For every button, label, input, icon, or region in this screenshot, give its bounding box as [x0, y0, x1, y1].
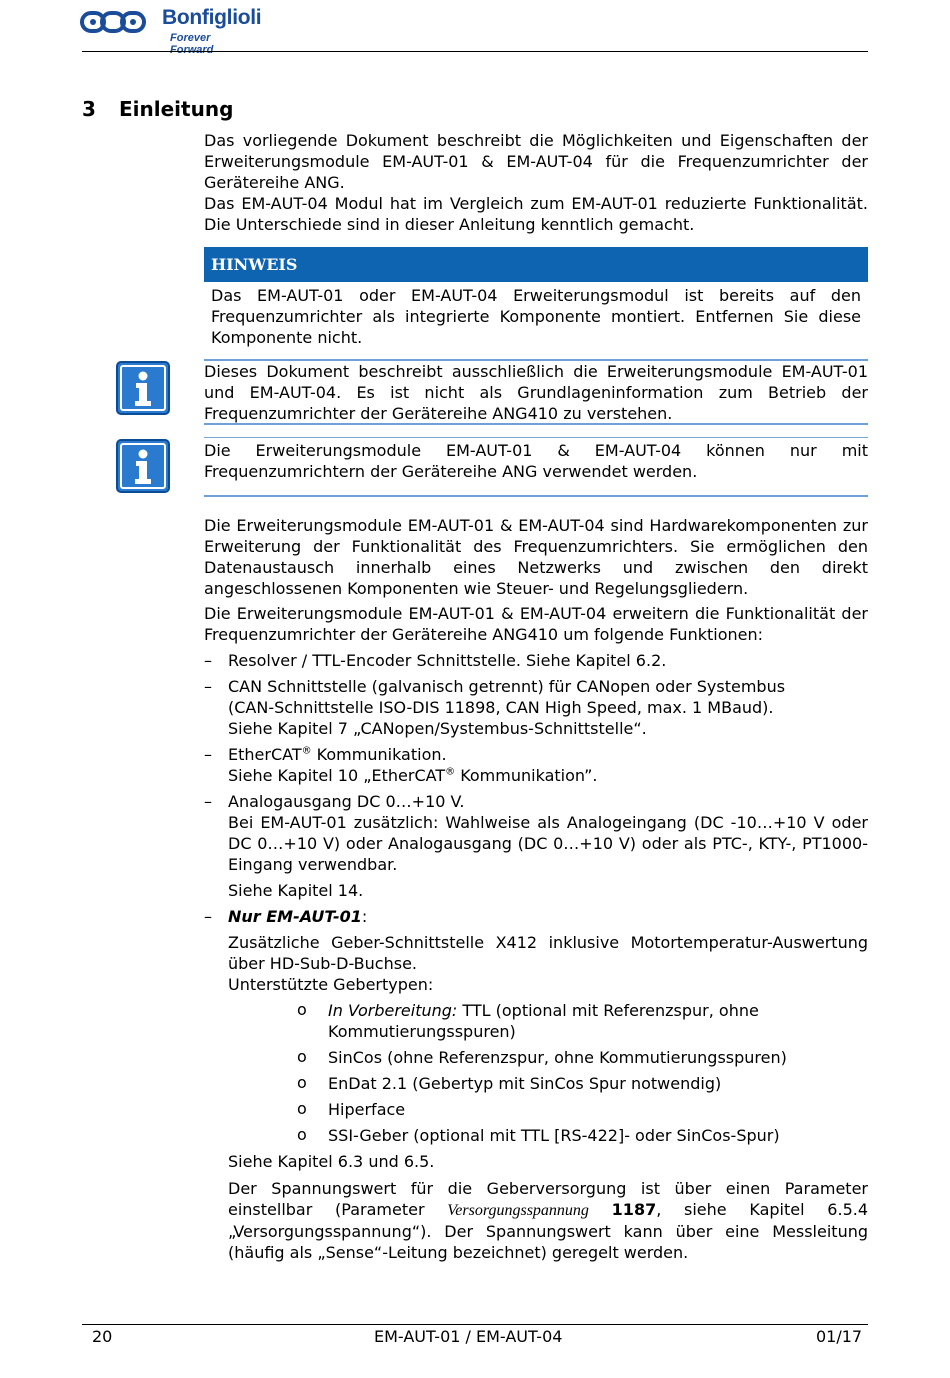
ethercat-ref: Siehe Kapitel 10 „EtherCAT [228, 766, 446, 785]
parameter-name: Versorgungsspannung [447, 1202, 589, 1219]
footer-divider [82, 1324, 868, 1325]
dash-bullet: – [204, 907, 212, 926]
brand-name: Bonfiglioli [162, 6, 262, 29]
feature-analog-line-2: Bei EM-AUT-01 zusätzlich: Wahlweise als Analogeingang (DC -10…+10 V oder DC 0…+10 V) oder Analogausgang (DC 0…+10 V) oder als PTC-, KTY-, PT1000-Eingang verwendbar. [228, 813, 868, 874]
logo-mark-icon [80, 8, 155, 38]
ethercat-name: EtherCAT [228, 745, 302, 764]
feature-resolver: Resolver / TTL-Encoder Schnittstelle. Siehe Kapitel 6.2. [228, 651, 667, 670]
note-text: Das EM-AUT-01 oder EM-AUT-04 Erweiterungsmodul ist bereits auf den Frequenzumrichter als integrierte Komponente montiert. Entfernen Sie diese Komponente nicht. [211, 286, 861, 347]
encoder-text: TTL (optional mit Referenzspur, ohne Kommutierungsspuren) [328, 1001, 759, 1041]
encoder-type: SSI-Geber (optional mit TTL [RS-422]- oder SinCos-Spur) [328, 1126, 780, 1145]
voltage-paragraph [228, 1178, 868, 1263]
circle-bullet: o [297, 1073, 307, 1092]
chapter-heading [82, 97, 233, 121]
body-paragraph-1: Die Erweiterungsmodule EM-AUT-01 & EM-AUT-04 sind Hardwarekomponenten zur Erweiterung der Funktionalität des Frequenzumrichters. Sie ermöglichen den Datenaustausch innerhalb eines Netzwerks und zwischen den direkt angeschlossenen Komponenten wie Steuer- und Regelungsgliedern. [204, 516, 868, 598]
feature-ethercat [228, 744, 868, 786]
encoder-type [328, 1000, 868, 1042]
feature-can-line-2: (CAN-Schnittstelle ISO-DIS 11898, CAN High Speed, max. 1 MBaud). [228, 698, 774, 717]
dash-bullet: – [204, 792, 212, 811]
ethercat-ref-suffix: Kommunikation”. [455, 766, 598, 785]
info-box-text-2: Die Erweiterungsmodule EM-AUT-01 & EM-AUT-04 können nur mit Frequenzumrichtern der Gerätereihe ANG verwendet werden. [204, 441, 868, 481]
registered-mark: ® [445, 766, 456, 778]
circle-bullet: o [297, 1125, 307, 1144]
encoder-interface-text [228, 932, 868, 995]
feature-can [228, 676, 868, 739]
ethercat-suffix: Kommunikation. [311, 745, 447, 764]
voltage-text-b: , siehe Kapitel 6.5.4 „Versorgungsspannung“). Der Spannungswert kann über eine Messleitung (häufig als „Sense“-Leitung bezeichnet) geregelt werden. [228, 1200, 869, 1262]
chapter-title: Einleitung [119, 97, 234, 121]
feature-only-em-aut-01 [228, 906, 868, 927]
note-header-bar [204, 247, 868, 282]
circle-bullet: o [297, 1099, 307, 1118]
info-icon [116, 439, 170, 493]
encoder-line-2: Unterstützte Gebertypen: [228, 975, 434, 994]
footer-date: 01/17 [816, 1327, 863, 1346]
circle-bullet: o [297, 1000, 307, 1019]
dash-bullet: – [204, 745, 212, 764]
brand-logo [80, 6, 262, 56]
circle-bullet: o [297, 1047, 307, 1066]
intro-paragraph-2: Das EM-AUT-04 Modul hat im Vergleich zum EM-AUT-01 reduzierte Funktionalität. Die Unterschiede sind in dieser Anleitung kenntlich gemacht. [204, 194, 868, 234]
encoder-line-1: Zusätzliche Geber-Schnittstelle X412 inklusive Motortemperatur-Auswertung über HD-Sub-D-Buchse. [228, 933, 868, 973]
feature-ethercat-line-2 [228, 765, 868, 786]
brand-tagline: Forever Forward [170, 32, 214, 56]
intro-paragraphs [204, 130, 868, 235]
info-box-bottom-rule [204, 423, 868, 425]
dash-bullet: – [204, 677, 212, 696]
info-icon [116, 361, 170, 415]
dash-bullet: – [204, 651, 212, 670]
encoder-type: EnDat 2.1 (Gebertyp mit SinCos Spur notwendig) [328, 1074, 722, 1093]
info-box-bottom-rule [204, 495, 868, 497]
feature-can-line-1: CAN Schnittstelle (galvanisch getrennt) für CANopen oder Systembus [228, 677, 786, 696]
body-paragraph-2: Die Erweiterungsmodule EM-AUT-01 & EM-AUT-04 erweitern die Funktionalität der Frequenzumrichter der Gerätereihe ANG410 um folgende Funktionen: [204, 604, 868, 644]
feature-can-line-3: Siehe Kapitel 7 „CANopen/Systembus-Schnittstelle“. [228, 719, 647, 738]
info-box-top-rule [204, 437, 868, 438]
encoder-prefix: In Vorbereitung: [328, 1001, 458, 1020]
encoder-type: Hiperface [328, 1100, 406, 1119]
registered-mark: ® [301, 745, 312, 757]
note-title: HINWEIS [211, 255, 298, 274]
footer-doc-title: EM-AUT-01 / EM-AUT-04 [374, 1327, 563, 1346]
chapter-number: 3 [82, 97, 96, 121]
feature-analog-line-1: Analogausgang DC 0…+10 V. [228, 792, 465, 811]
parameter-number: 1187 [611, 1200, 657, 1219]
page-number: 20 [92, 1327, 113, 1346]
intro-paragraph-1: Das vorliegende Dokument beschreibt die Möglichkeiten und Eigenschaften der Erweiterungsmodule EM-AUT-01 & EM-AUT-04 für die Frequenzumrichter der Gerätereihe ANG. [204, 131, 868, 192]
feature-ethercat-line-1 [228, 744, 868, 765]
encoder-see-chapter: Siehe Kapitel 6.3 und 6.5. [228, 1152, 435, 1171]
voltage-text-a: Der Spannungswert für die Geberversorgung ist über einen Parameter einstellbar (Parameter [228, 1179, 868, 1219]
only-label: Nur EM-AUT-01 [228, 907, 362, 926]
encoder-type: SinCos (ohne Referenzspur, ohne Kommutierungsspuren) [328, 1048, 787, 1067]
feature-analog [228, 791, 868, 901]
only-colon: : [361, 907, 368, 926]
header-divider [82, 51, 868, 52]
feature-analog-line-3: Siehe Kapitel 14. [228, 881, 364, 900]
info-box-text-1: Dieses Dokument beschreibt ausschließlich die Erweiterungsmodule EM-AUT-01 und EM-AUT-04. Es ist nicht als Grundlageninformation zum Betrieb der Frequenzumrichter der Gerätereihe ANG410 zu verstehen. [204, 362, 868, 423]
